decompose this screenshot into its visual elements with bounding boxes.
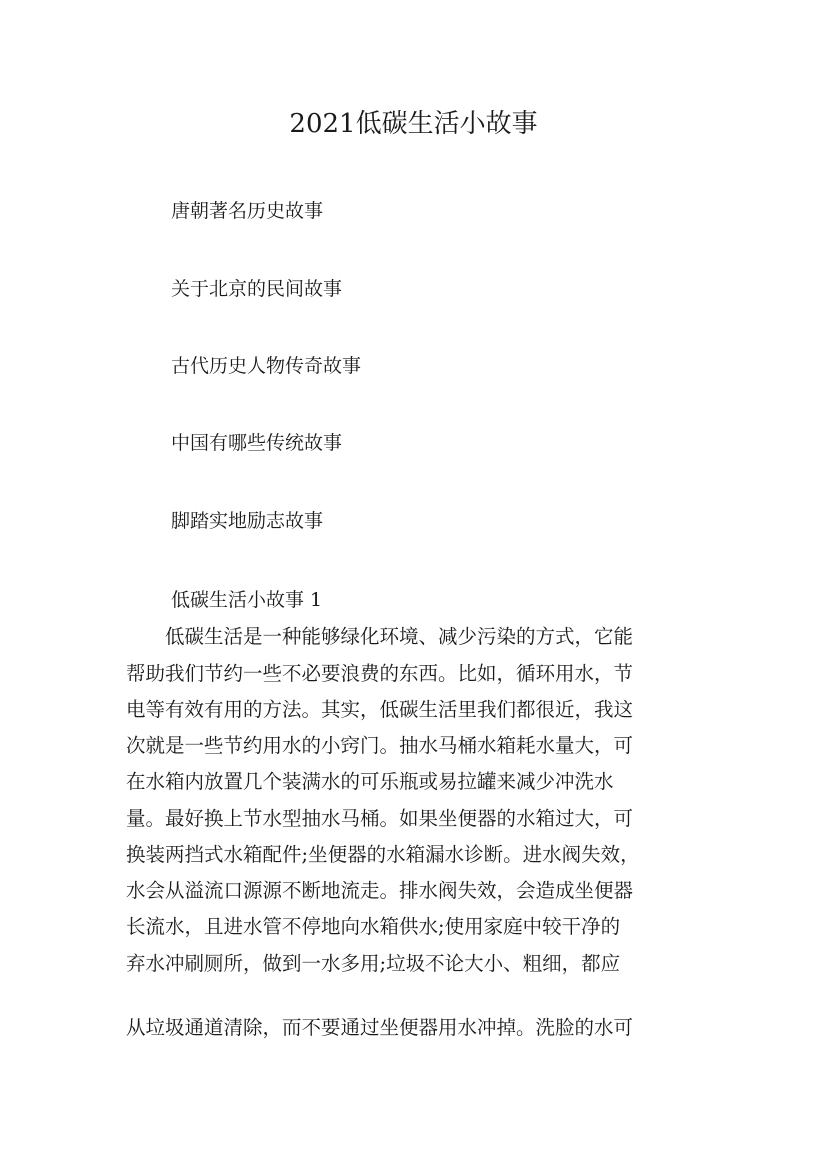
related-link-beijing-folk[interactable]: 关于北京的民间故事 [171, 278, 343, 300]
document-title: 2021低碳生活小故事 [289, 109, 538, 139]
body-line: 电等有效有用的方法。其实，低碳生活里我们都很近，我这 [126, 698, 634, 721]
body-line: 水会从溢流口源源不断地流走。排水阀失效，会造成坐便器 [126, 879, 634, 902]
body-line: 帮助我们节约一些不必要浪费的东西。比如，循环用水，节 [126, 662, 634, 685]
body-line: 长流水，且进水管不停地向水箱供水;使用家庭中较干净的 [126, 915, 621, 938]
body-line: 在水箱内放置几个装满水的可乐瓶或易拉罐来减少冲洗水 [126, 770, 614, 793]
related-link-inspirational[interactable]: 脚踏实地励志故事 [171, 510, 324, 532]
related-link-tang-history[interactable]: 唐朝著名历史故事 [171, 200, 324, 222]
body-line: 次就是一些节约用水的小窍门。抽水马桶水箱耗水量大，可 [126, 734, 634, 757]
body-line: 量。最好换上节水型抽水马桶。如果坐便器的水箱过大，可 [126, 807, 634, 830]
body-line: 弃水冲刷厕所，做到一水多用;垃圾不论大小、粗细，都应 [126, 952, 621, 975]
body-line: 从垃圾通道清除，而不要通过坐便器用水冲掉。洗脸的水可 [126, 1016, 634, 1039]
body-line: 换装两挡式水箱配件;坐便器的水箱漏水诊断。进水阀失效， [126, 843, 640, 866]
body-line: 低碳生活是一种能够绿化环境、减少污染的方式，它能 [126, 625, 634, 648]
related-link-ancient-figures[interactable]: 古代历史人物传奇故事 [171, 355, 362, 377]
related-link-traditional-stories[interactable]: 中国有哪些传统故事 [171, 432, 343, 454]
section-heading: 低碳生活小故事 1 [171, 589, 323, 611]
